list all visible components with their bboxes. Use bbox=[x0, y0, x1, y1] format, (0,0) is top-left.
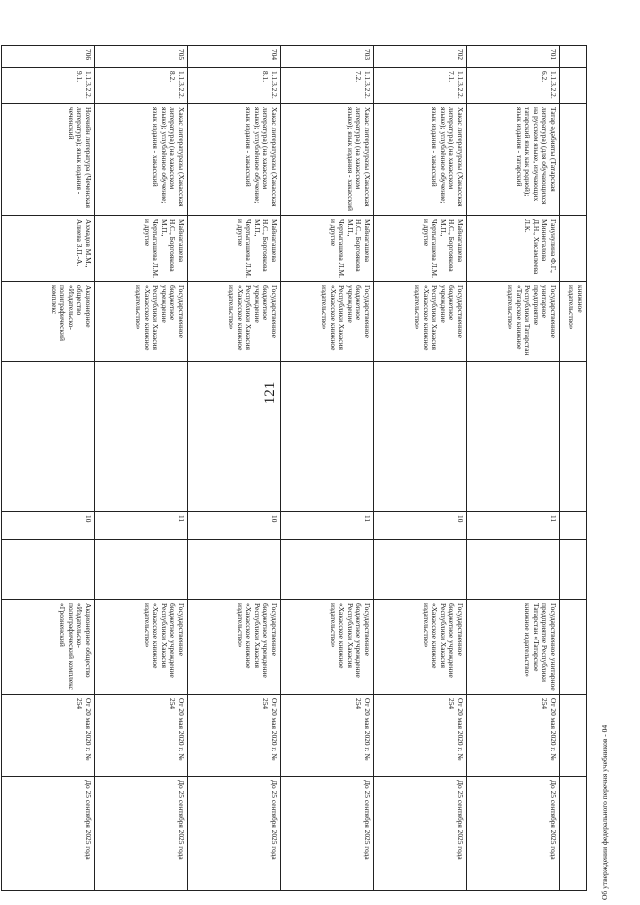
header-cell bbox=[560, 777, 587, 891]
row-code: 1.1.3.2.2.8.2. bbox=[95, 68, 188, 104]
row-empty-cell bbox=[467, 540, 560, 600]
table-row bbox=[95, 46, 188, 891]
header-cell bbox=[560, 600, 587, 695]
row-empty-cell bbox=[188, 362, 281, 512]
table-row bbox=[467, 46, 560, 891]
table-row bbox=[281, 46, 374, 891]
row-publisher-full: Государственное бюджетное учреждение Республики Хакасия «Хакасское книжное издательство» bbox=[374, 600, 467, 695]
row-authors: Майнагашева Н.С., Боргоякова М.П., Чертыгашева Л.М. и другие bbox=[281, 216, 374, 282]
row-grade: 10 bbox=[2, 512, 95, 540]
row-publisher: Государственное бюджетное учреждение Республики Хакасия «Хакасское книжное издательство» bbox=[188, 282, 281, 362]
row-empty-cell bbox=[467, 362, 560, 512]
row-empty-cell bbox=[281, 540, 374, 600]
row-code: 1.1.3.2.2.7.1. bbox=[374, 68, 467, 104]
row-publisher: Государственное унитарное предприятие Республики Татарстан «Татарское книжное издательство» bbox=[467, 282, 560, 362]
row-deadline: До 25 сентября 2025 года bbox=[188, 777, 281, 891]
page-number: 121 bbox=[262, 381, 278, 405]
row-number: 706 bbox=[2, 46, 95, 68]
row-title: Татар әдәбияты (Татарская литература) (для обучающихся на русском языке, изучающих татарский язык как родной); язык издания - татарский bbox=[467, 104, 560, 216]
row-authors: Майнагашева Н.С., Боргоякова М.П., Чертыгашева Л.М. и другие bbox=[95, 216, 188, 282]
row-authors: Ахмадов М.М., Алиева З.П.-А. bbox=[2, 216, 95, 282]
row-order: От 20 мая 2020 г. № 254 bbox=[188, 695, 281, 777]
page-footer: Об утверждении федерального перечня учебников - 04 bbox=[600, 724, 609, 900]
row-order: От 20 мая 2020 г. № 254 bbox=[374, 695, 467, 777]
row-order: От 20 мая 2020 г. № 254 bbox=[467, 695, 560, 777]
row-code: 1.1.3.2.2.9.1. bbox=[2, 68, 95, 104]
header-cell bbox=[560, 512, 587, 540]
row-deadline: До 25 сентября 2025 года bbox=[467, 777, 560, 891]
row-number: 701 bbox=[467, 46, 560, 68]
header-publisher-cell: книжное издательство» bbox=[560, 282, 587, 362]
row-empty-cell bbox=[281, 362, 374, 512]
table-header-row bbox=[560, 46, 587, 891]
row-authors: Майнагашева Н.С., Боргоякова М.П., Чертыгашева Л.М. и другие bbox=[374, 216, 467, 282]
row-empty-cell bbox=[188, 540, 281, 600]
row-deadline: До 25 сентября 2025 года bbox=[2, 777, 95, 891]
row-grade: 11 bbox=[95, 512, 188, 540]
row-publisher: Государственное бюджетное учреждение Республики Хакасия «Хакасское книжное издательство» bbox=[95, 282, 188, 362]
row-empty-cell bbox=[2, 362, 95, 512]
row-grade: 10 bbox=[188, 512, 281, 540]
row-grade: 10 bbox=[374, 512, 467, 540]
row-empty-cell bbox=[95, 362, 188, 512]
row-title: Хакас литературазы (Хакасская литература) (на хакасском языке); углублённое обучение; язык издания - хакасский bbox=[374, 104, 467, 216]
textbook-table-container bbox=[49, 45, 587, 890]
row-authors: Гаиунулина Ф.Г., Миннегалова Д.Н., Хисамлеева Л.К. bbox=[467, 216, 560, 282]
row-publisher-full: Государственное бюджетное учреждение Республики Хакасия «Хакасское книжное издательство» bbox=[188, 600, 281, 695]
row-code: 1.1.3.2.2.6.2. bbox=[467, 68, 560, 104]
row-number: 703 bbox=[281, 46, 374, 68]
table-row bbox=[188, 46, 281, 891]
header-cell bbox=[560, 216, 587, 282]
row-publisher: Акционерное общество «Издательско-полиграфический комплекс bbox=[2, 282, 95, 362]
row-title: Хакас литературазы (Хакасская литература) (на хакасском языке); углублённое обучение; язык издания - хакасский bbox=[95, 104, 188, 216]
row-authors: Майнагашева Н.С., Боргоякова М.П., Чертыгашева Л.М. и другие bbox=[188, 216, 281, 282]
row-number: 704 bbox=[188, 46, 281, 68]
row-title: Нохчийн литература (Чеченская литература); язык издания - чеченский bbox=[2, 104, 95, 216]
row-code: 1.1.3.2.2.7.2. bbox=[281, 68, 374, 104]
row-publisher: Государственное бюджетное учреждение Республики Хакасия «Хакасское книжное издательство» bbox=[374, 282, 467, 362]
table-row bbox=[374, 46, 467, 891]
row-publisher-full: Акционерное общество «Издательско-полиграфический комплекс «Грозненский bbox=[2, 600, 95, 695]
row-number: 702 bbox=[374, 46, 467, 68]
row-empty-cell bbox=[95, 540, 188, 600]
row-order: От 20 мая 2020 г. № 254 bbox=[95, 695, 188, 777]
header-cell bbox=[560, 68, 587, 104]
row-title: Хакас литературазы (Хакасская литература) (на хакасском языке); язык издания - хакасский bbox=[281, 104, 374, 216]
row-grade: 11 bbox=[467, 512, 560, 540]
row-empty-cell bbox=[374, 540, 467, 600]
row-publisher: Государственное бюджетное учреждение Республики Хакасия «Хакасское книжное издательство» bbox=[281, 282, 374, 362]
row-code: 1.1.3.2.2.8.1. bbox=[188, 68, 281, 104]
row-deadline: До 25 сентября 2025 года bbox=[281, 777, 374, 891]
header-cell bbox=[560, 540, 587, 600]
header-cell bbox=[560, 104, 587, 216]
row-publisher-full: Государственное бюджетное учреждение Республики Хакасия «Хакасское книжное издательство» bbox=[95, 600, 188, 695]
row-deadline: До 25 сентября 2025 года bbox=[95, 777, 188, 891]
row-number: 705 bbox=[95, 46, 188, 68]
row-publisher-full: Государственное бюджетное учреждение Республики Хакасия «Хакасское книжное издательство» bbox=[281, 600, 374, 695]
row-order: От 20 мая 2020 г. № 254 bbox=[2, 695, 95, 777]
row-publisher-full: Государственное унитарное предприятие Республики Татарстан «Татарское книжное издательство» bbox=[467, 600, 560, 695]
row-title: Хакас литературазы (Хакасская литература) (на хакасском языке); углублённое обучение; язык издания - хакасский bbox=[188, 104, 281, 216]
row-empty-cell bbox=[2, 540, 95, 600]
row-empty-cell bbox=[374, 362, 467, 512]
table-row bbox=[2, 46, 95, 891]
header-cell bbox=[560, 362, 587, 512]
row-order: От 20 мая 2020 г. № 254 bbox=[281, 695, 374, 777]
row-deadline: До 25 сентября 2025 года bbox=[374, 777, 467, 891]
header-cell bbox=[560, 695, 587, 777]
textbook-table bbox=[1, 45, 587, 891]
row-grade: 11 bbox=[281, 512, 374, 540]
header-cell bbox=[560, 46, 587, 68]
